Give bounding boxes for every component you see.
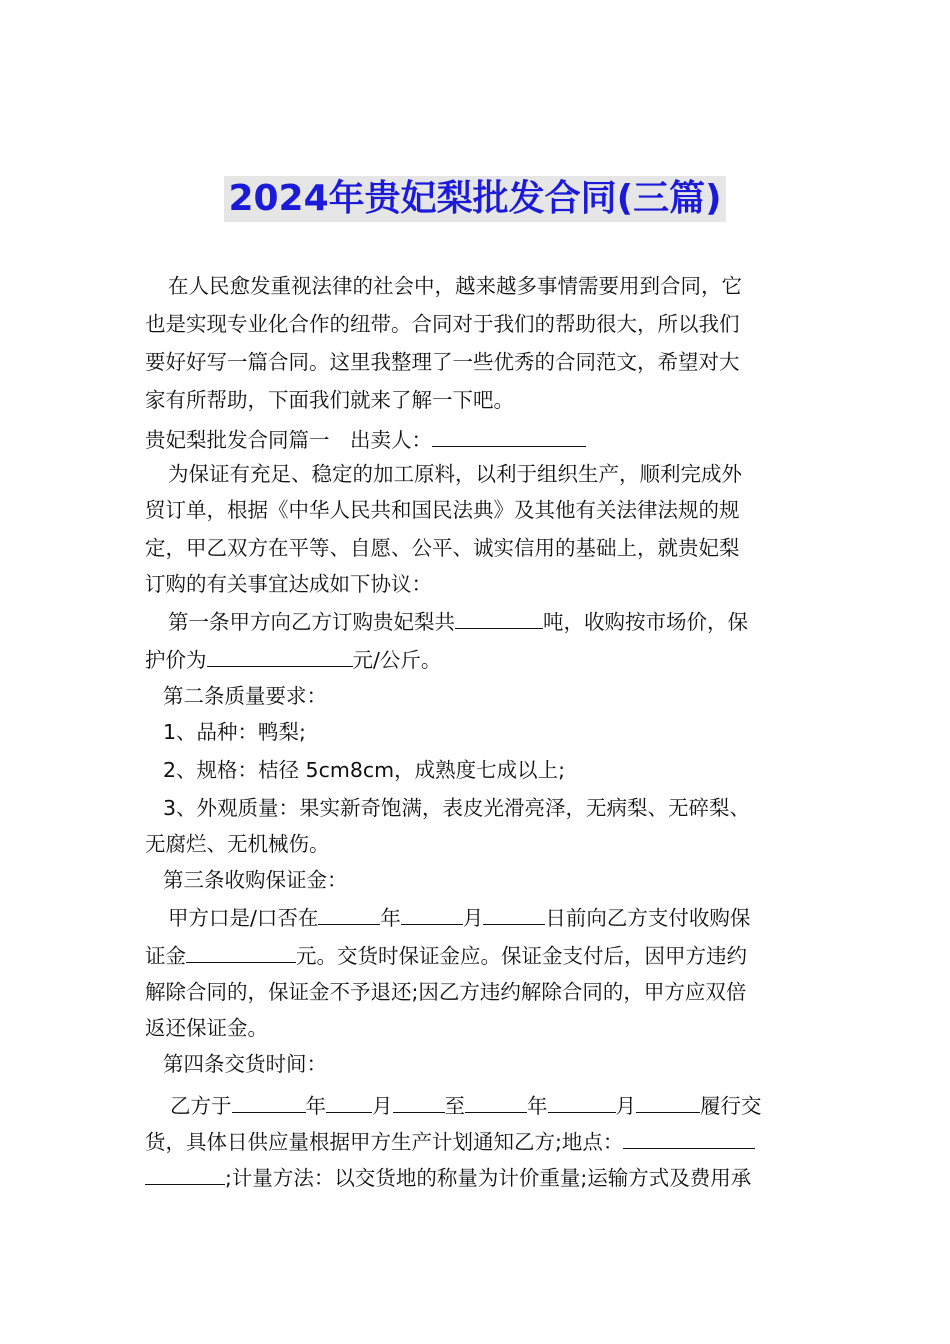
article4-text-b: 履行交 [700,1094,762,1118]
article1-text-a: 第一条甲方向乙方订购贵妃梨共 [168,610,455,634]
end-month-blank[interactable] [548,1090,616,1113]
article2-item-1: 1、品种：鸭梨; [163,720,306,744]
article2-item-2: 2、规格：桔径 5cm8cm，成熟度七成以上; [163,758,566,782]
intro-line-1: 在人民愈发重视法律的社会中，越来越多事情需要用到合同，它 [168,274,742,298]
article3-line-4: 返还保证金。 [145,1016,268,1040]
para1-line-2: 贸订单，根据《中华人民共和国民法典》及其他有关法律法规的规 [145,498,740,522]
seller-blank[interactable] [432,424,586,447]
start-day-blank[interactable] [393,1090,445,1113]
deposit-month-blank[interactable] [401,902,463,925]
year-label: 年 [380,906,401,930]
article1-line-2 [145,644,815,674]
article2-item-3-cont: 无腐烂、无机械伤。 [145,832,330,856]
title-wrap [0,176,950,222]
document-title: 2024年贵妃梨批发合同(三篇) [224,176,725,222]
deposit-day-blank[interactable] [483,902,545,925]
article3-line-1 [168,902,838,932]
article3-text-a: 甲方口是/口否在 [168,906,319,930]
section-heading: 贵妃梨批发合同篇一 出卖人： [145,428,432,452]
para1-line-3: 定，甲乙双方在平等、自愿、公平、诚实信用的基础上，就贵妃梨 [145,536,740,560]
intro-line-4: 家有所帮助，下面我们就来了解一下吧。 [145,388,514,412]
para1-line-1: 为保证有充足、稳定的加工原料，以利于组织生产，顺利完成外 [168,462,742,486]
end-year-label: 年 [527,1094,548,1118]
para1-line-4: 订购的有关事宜达成如下协议： [145,572,432,596]
location-blank[interactable] [623,1126,755,1149]
section-heading-line [145,424,815,454]
location-blank-cont[interactable] [145,1162,225,1185]
article1-text-c: 护价为 [145,648,207,672]
end-year-blank[interactable] [465,1090,527,1113]
article3-heading: 第三条收购保证金： [163,868,348,892]
article4-line-1 [170,1090,840,1120]
start-year-label: 年 [305,1094,326,1118]
article3-text-c: 证金 [145,944,186,968]
start-month-label: 月 [372,1094,393,1118]
deposit-amount-blank[interactable] [186,940,296,963]
article1-text-d: 元/公斤。 [352,648,442,672]
article3-text-d: 元。交货时保证金应。保证金支付后，因甲方违约 [296,944,747,968]
article3-line-3: 解除合同的，保证金不予退还;因乙方违约解除合同的，甲方应双倍 [145,980,747,1004]
quantity-blank[interactable] [455,606,543,629]
article1-text-b: 吨，收购按市场价，保 [543,610,748,634]
article4-text-a: 乙方于 [170,1094,232,1118]
to-label: 至 [444,1094,465,1118]
deposit-year-blank[interactable] [318,902,380,925]
article3-line-2 [145,940,815,970]
intro-line-3: 要好好写一篇合同。这里我整理了一些优秀的合同范文，希望对大 [145,350,740,374]
end-day-blank[interactable] [636,1090,700,1113]
month-label: 月 [462,906,484,930]
price-blank[interactable] [207,644,353,667]
article4-text-d: ;计量方法：以交货地的称量为计价重量;运输方式及费用承 [225,1166,752,1190]
start-month-blank[interactable] [326,1090,372,1113]
start-year-blank[interactable] [232,1090,306,1113]
end-month-label: 月 [615,1094,636,1118]
article4-line-3 [145,1162,815,1192]
article4-text-c: 货，具体日供应量根据甲方生产计划通知乙方;地点： [145,1130,624,1154]
article4-heading: 第四条交货时间： [163,1052,327,1076]
article1-line-1 [168,606,838,636]
intro-line-2: 也是实现专业化合作的纽带。合同对于我们的帮助很大，所以我们 [145,312,740,336]
article3-text-b: 日前向乙方支付收购保 [545,906,751,930]
article2-item-3: 3、外观质量：果实新奇饱满，表皮光滑亮泽，无病梨、无碎梨、 [163,796,751,820]
article2-heading: 第二条质量要求： [163,684,327,708]
article4-line-2 [145,1126,815,1156]
